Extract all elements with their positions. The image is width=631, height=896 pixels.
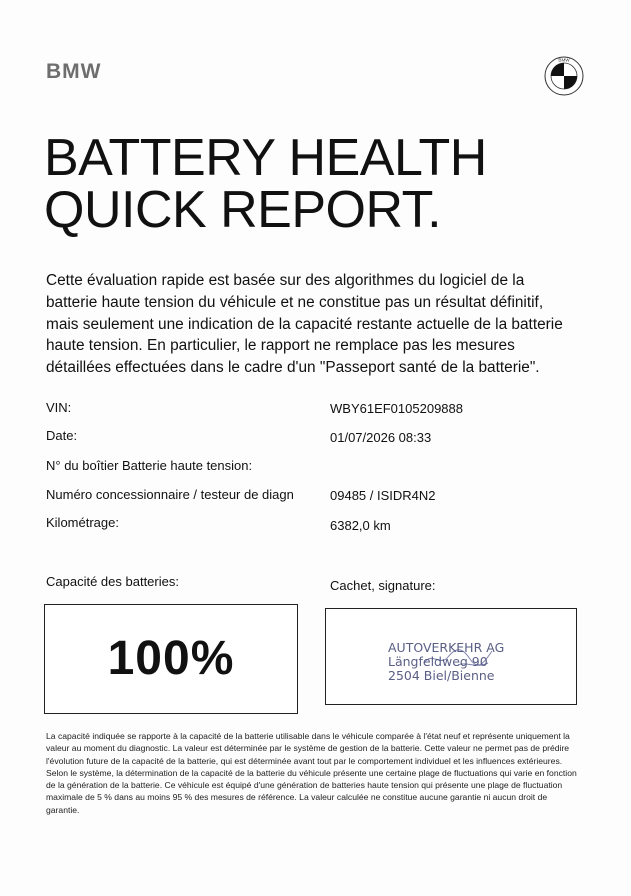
- vin-value: WBY61EF0105209888: [330, 401, 463, 416]
- date-label: Date:: [46, 428, 78, 443]
- capacity-label: Capacité des batteries:: [46, 574, 179, 589]
- date-value: 01/07/2026 08:33: [330, 430, 432, 445]
- title-line-1: BATTERY HEALTH: [44, 129, 487, 187]
- stamp-line-1: AUTOVERKEHR AG: [388, 640, 505, 655]
- capacity-value: 100%: [107, 632, 235, 685]
- battery-box-label: N° du boîtier Batterie haute tension:: [46, 458, 253, 473]
- stamp-label: Cachet, signature:: [330, 578, 436, 593]
- report-title: [44, 129, 487, 239]
- roundel-letters: BMW: [558, 57, 570, 63]
- mileage-label: Kilométrage:: [46, 515, 119, 530]
- mileage-value: 6382,0 km: [330, 518, 391, 533]
- brand-wordmark: BMW: [46, 60, 102, 83]
- title-line-2: QUICK REPORT.: [44, 181, 442, 239]
- signature-scribble: [418, 633, 508, 673]
- stamp-line-2: Längfeldweg 90: [388, 654, 488, 669]
- bmw-roundel-icon: [544, 56, 584, 96]
- disclaimer-footnote: La capacité indiquée se rapporte à la capacité de la batterie utilisable dans le véhicule comparée à l'état neuf et représente uniquement la valeur au moment du diagnostic. La valeur est déterminée par le système de gestion de la batterie. Cette valeur ne permet pas de prédire l'évolution future de la capacité de la batterie, qui est déterminée avant tout par le comportement individuel et les influences extérieures. Selon le système, la détermination de la capacité de la batterie du véhicule présente une certaine plage de fluctuations qui varie en fonction de la génération de la batterie. Ce véhicule est équipé d'une génération de batteries haute tension qui présente une plage de fluctuation maximale de 5 % dans au moins 95 % des mesures de référence. La valeur calculée ne constitue aucune garantie ni aucun droit de garantie.: [46, 731, 577, 815]
- intro-paragraph: Cette évaluation rapide est basée sur des algorithmes du logiciel de la batterie haute tension du véhicule et ne constitue pas un résultat définitif, mais seulement une indication de la capacité restante actuelle de la batterie haute tension. En particulier, le rapport ne remplace pas les mesures détaillées effectuées dans le cadre d'un "Passeport santé de la batterie".: [46, 272, 563, 377]
- stamp-line-3: 2504 Biel/Bienne: [388, 668, 495, 683]
- dealer-label: Numéro concessionnaire / testeur de diagn: [46, 487, 294, 502]
- stamp-box: [325, 608, 577, 705]
- vin-label: VIN:: [46, 400, 72, 415]
- dealer-value: 09485 / ISIDR4N2: [330, 488, 436, 503]
- capacity-box: [44, 604, 298, 714]
